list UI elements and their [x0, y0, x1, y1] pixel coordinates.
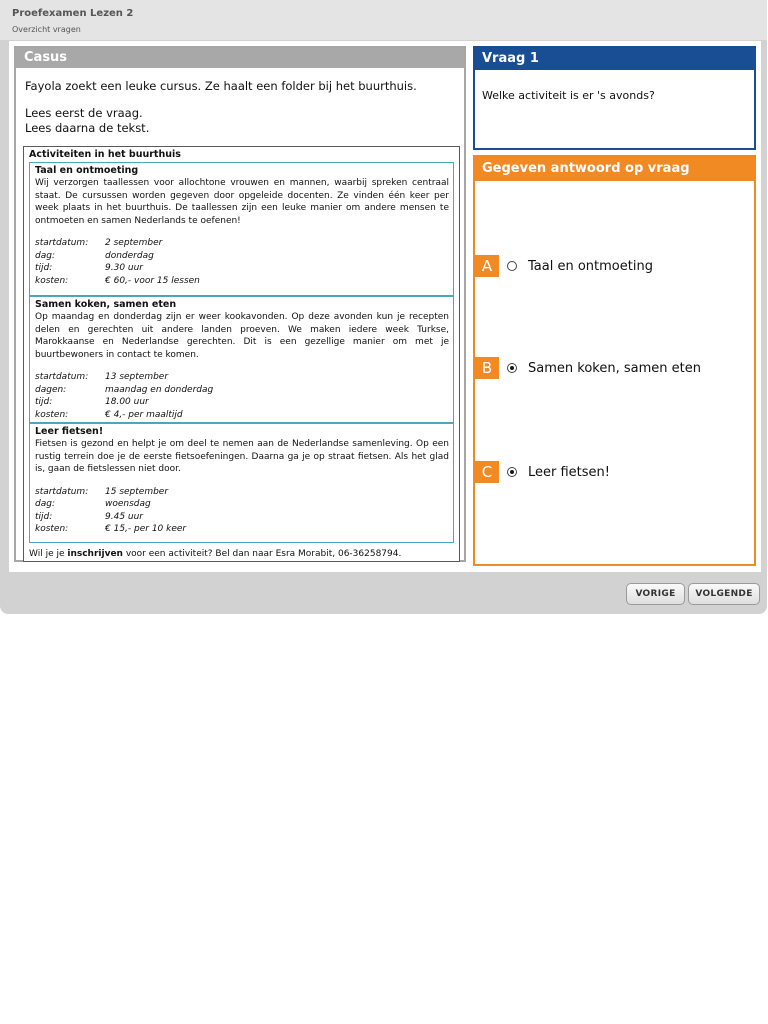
detail-value: € 60,- voor 15 lessen: [105, 275, 200, 286]
instruction-2: Lees daarna de tekst.: [25, 121, 150, 135]
activity-box-fietsen: [29, 423, 454, 543]
detail-label: dag:: [35, 250, 55, 261]
detail-label: dagen:: [35, 384, 67, 395]
activity-details: [35, 486, 449, 536]
detail-value: 13 september: [105, 372, 169, 382]
radio-checked-icon[interactable]: [507, 467, 517, 477]
detail-value: maandag en donderdag: [105, 384, 214, 395]
footer-contact: voor een activiteit? Bel dan naar Esra Morabit, 06-36258794.: [122, 549, 402, 559]
activity-title: Taal en ontmoeting: [35, 165, 139, 176]
instruction-1: Lees eerst de vraag.: [25, 106, 143, 120]
exam-title: Proefexamen Lezen 2: [12, 8, 134, 19]
activity-title: Leer fietsen!: [35, 426, 104, 437]
question-text: Welke activiteit is er 's avonds?: [482, 89, 655, 102]
detail-label: tijd:: [35, 511, 53, 522]
detail-label: dag:: [35, 499, 55, 509]
detail-value: € 15,- per 10 keer: [105, 524, 187, 534]
answer-heading: Gegeven antwoord op vraag: [475, 157, 754, 181]
activity-description: Fietsen is gezond en helpt je om deel te nemen aan de Nederlandse samenleving. Op een rustig terrein doe je de eerste fietsoefeningen. Daarna ga je op straat fietsen. Als het glad is, gaan de fietslessen niet door.: [35, 439, 449, 474]
option-c[interactable]: [475, 461, 610, 483]
activity-details: [35, 371, 449, 421]
activity-title: Samen koken, samen eten: [35, 299, 177, 310]
question-panel: [473, 46, 756, 150]
radio-unchecked-icon[interactable]: [507, 261, 517, 271]
app-header: [0, 0, 767, 40]
next-button[interactable]: VOLGENDE: [688, 583, 760, 605]
option-b[interactable]: [475, 357, 701, 379]
detail-label: startdatum:: [35, 372, 89, 382]
option-label: Taal en ontmoeting: [528, 258, 653, 274]
radio-checked-icon[interactable]: [507, 363, 517, 373]
detail-label: tijd:: [35, 263, 53, 273]
casus-intro: [25, 79, 417, 136]
detail-value: donderdag: [105, 250, 154, 261]
option-label: Samen koken, samen eten: [528, 360, 701, 376]
activity-box-taal: [29, 162, 454, 296]
option-letter: A: [475, 255, 499, 277]
casus-panel: [14, 46, 466, 562]
activity-details: [35, 237, 449, 287]
option-letter: C: [475, 461, 499, 483]
detail-value: 9.30 uur: [105, 263, 144, 273]
intro-text: Fayola zoekt een leuke cursus. Ze haalt een folder bij het buurthuis.: [25, 79, 417, 93]
activity-box-koken: [29, 296, 454, 423]
detail-label: kosten:: [35, 524, 69, 534]
detail-value: € 4,- per maaltijd: [105, 409, 183, 420]
footer-bold: inschrijven: [67, 549, 123, 559]
previous-button[interactable]: VORIGE: [626, 583, 685, 605]
detail-label: kosten:: [35, 409, 69, 420]
detail-value: 2 september: [105, 238, 163, 248]
detail-value: 18.00 uur: [105, 397, 149, 407]
activity-description: Op maandag en donderdag zijn er weer kookavonden. Op deze avonden kun je recepten delen en gerechten uit andere landen proeven. We maken iedere week Turkse, Marokkaanse en Nederlandse gerechten. Dit is een gezellige manier om met je buurtbewoners in contact te komen.: [35, 312, 449, 360]
activity-description: Wij verzorgen taallessen voor allochtone vrouwen en mannen, waarbij spreken centraal staat. De cursussen worden gegeven door opgeleide docenten. Ze vinden één keer per week plaats in het buurthuis. De taallessen zijn een leuke manier om andere mensen te ontmoeten en samen Nederlands te oefenen!: [35, 178, 449, 226]
activity-flyer: [23, 146, 460, 562]
detail-label: tijd:: [35, 397, 53, 407]
question-heading: Vraag 1: [475, 48, 754, 70]
answer-panel: [473, 155, 756, 566]
option-label: Leer fietsen!: [528, 464, 610, 480]
option-letter: B: [475, 357, 499, 379]
casus-heading: Casus: [16, 48, 464, 68]
detail-label: startdatum:: [35, 486, 89, 497]
flyer-footer: [29, 549, 401, 559]
detail-label: kosten:: [35, 275, 69, 286]
option-a[interactable]: [475, 255, 653, 277]
footer-text: Wil je je: [29, 549, 68, 559]
detail-value: 15 september: [105, 486, 169, 497]
overview-questions-link[interactable]: Overzicht vragen: [12, 25, 81, 34]
flyer-title: Activiteiten in het buurthuis: [29, 149, 181, 160]
detail-value: 9.45 uur: [105, 511, 144, 522]
detail-value: woensdag: [105, 499, 151, 509]
detail-label: startdatum:: [35, 238, 89, 248]
